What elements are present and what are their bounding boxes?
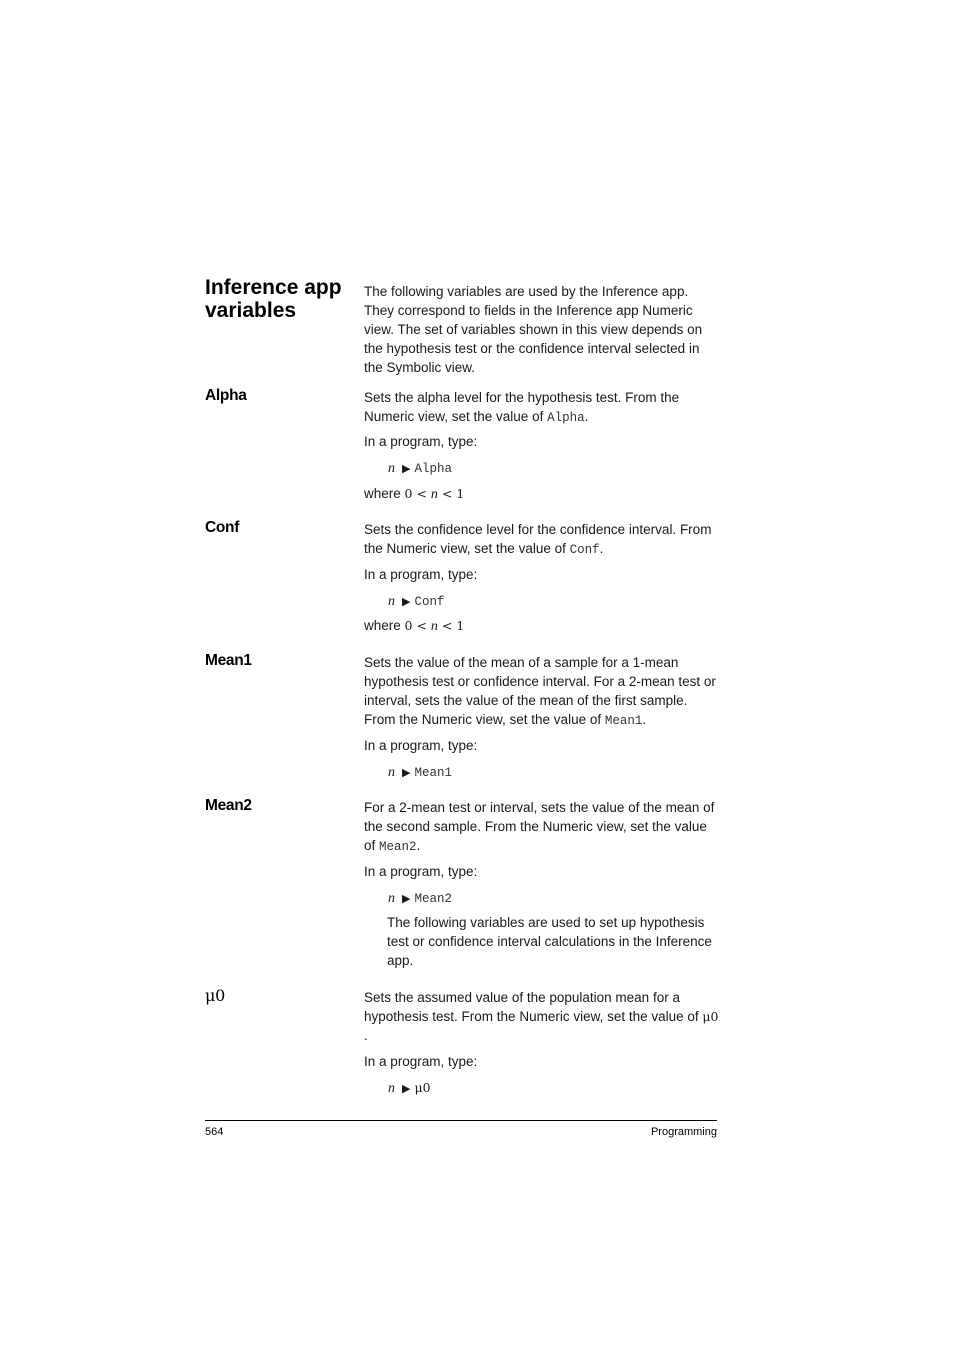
chapter-name: Programming — [650, 1126, 717, 1138]
section-intro: The following variables are used by the Inference app. They correspond to fields in the Inference app Numeric view. The set of variables shown in this view depends on the hypothesis test or the confidence interval selected in the Symbolic view. — [364, 284, 703, 375]
mean1-description: Sets the value of the mean of a sample for a 1-mean hypothesis test or confidence interval. For a 2-mean test or interval, sets the value of the mean of the first sample. From the Numeric view, set the value of Mean1. — [364, 655, 716, 728]
store-arrow-icon: ▶ — [402, 463, 411, 475]
mu0-ref: μ0 — [702, 1009, 719, 1024]
store-arrow-icon: ▶ — [402, 767, 411, 779]
alpha-code-ref: Alpha — [547, 411, 585, 425]
mean2-command: n ▶ Mean2 — [388, 891, 452, 906]
alpha-command: n ▶ Alpha — [388, 461, 452, 476]
term-conf: Conf — [205, 519, 240, 536]
term-alpha: Alpha — [205, 387, 247, 404]
mean1-command: n ▶ Mean1 — [388, 765, 452, 780]
store-arrow-icon: ▶ — [402, 1083, 411, 1095]
term-mean1: Mean1 — [205, 652, 252, 669]
conf-code-ref: Conf — [569, 543, 600, 557]
conf-range: where 0 < n < 1 — [364, 618, 465, 634]
term-mu0: μ0 — [205, 986, 225, 1005]
mean2-description: For a 2-mean test or interval, sets the value of the mean of the second sample. From the Numeric view, set the value of Mean2. — [364, 800, 715, 854]
page-number: 564 — [205, 1126, 224, 1138]
footer-rule — [205, 1120, 717, 1121]
hypothesis-vars-note: The following variables are used to set up hypothesis test or confidence interval calculations in the Inference app. — [387, 915, 712, 968]
alpha-program-prompt: In a program, type: — [364, 434, 478, 449]
conf-description: Sets the confidence level for the confidence interval. From the Numeric view, set the value of Conf. — [364, 522, 712, 557]
store-arrow-icon: ▶ — [402, 596, 411, 608]
section-title: Inference app variables — [205, 276, 342, 322]
alpha-description: Sets the alpha level for the hypothesis test. From the Numeric view, set the value of Alpha. — [364, 390, 680, 425]
mean2-code-ref: Mean2 — [379, 840, 417, 854]
mu0-command: n ▶ μ0 — [388, 1080, 431, 1096]
mu0-program-prompt: In a program, type: — [364, 1054, 478, 1069]
mean1-program-prompt: In a program, type: — [364, 738, 478, 753]
conf-command: n ▶ Conf — [388, 594, 445, 609]
mean2-program-prompt: In a program, type: — [364, 864, 478, 879]
mu0-description: Sets the assumed value of the population mean for a hypothesis test. From the Numeric view, set the value of μ0 . — [364, 990, 719, 1043]
term-mean2: Mean2 — [205, 797, 252, 814]
conf-program-prompt: In a program, type: — [364, 567, 478, 582]
alpha-range: where 0 < n < 1 — [364, 486, 465, 502]
mean1-code-ref: Mean1 — [604, 714, 643, 728]
store-arrow-icon: ▶ — [402, 893, 411, 905]
